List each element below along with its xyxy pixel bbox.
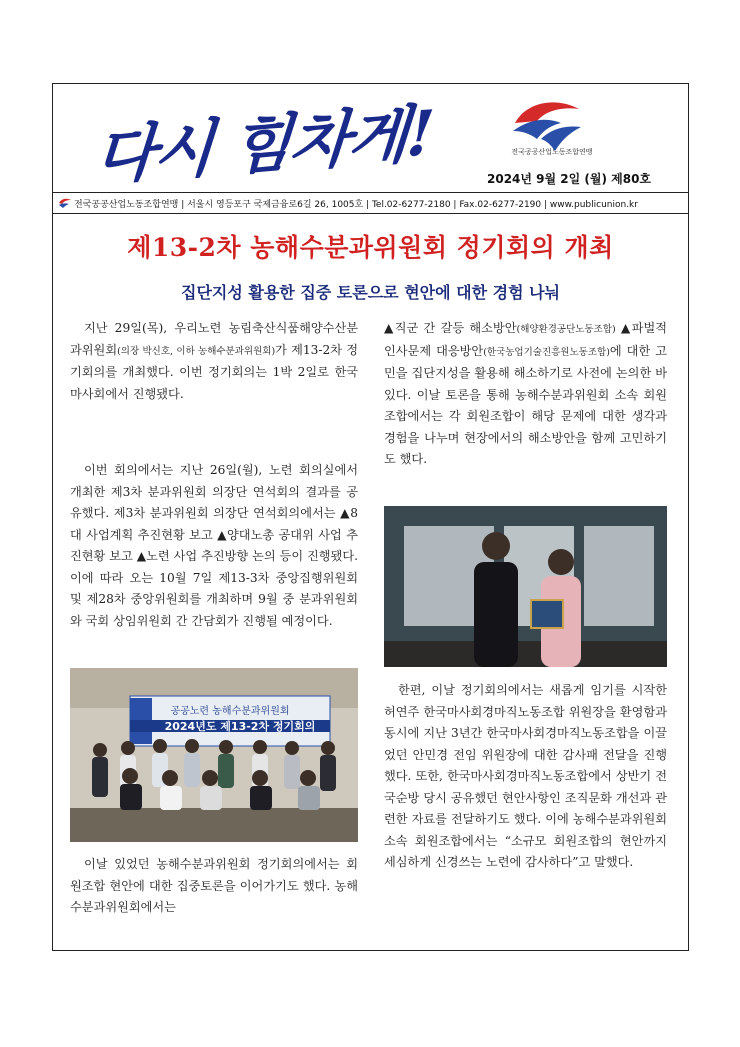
masthead: [52, 83, 689, 191]
paragraph-5: 한편, 이날 정기회의에서는 새롭게 임기를 시작한 허연주 한국마사회경마직노동조합 위원장을 환영함과 동시에 지난 3년간 한국마사회경마직노동조합을 이끌었던 안민경 전임 위원장에 대한 감사패 전달을 진행했다. 또한, 한국마사회경마직노동조합에서 상반기 전국순방 당시 공유했던 현안사항인 조직문화 개선과 관련한 자료를 전달하기도 했다. 이에 농해수분과위원회 소속 회원조합에서는 “소규모 회원조합의 현안까지 세심하게 신경쓰는 노련에 감사하다”고 말했다.: [384, 683, 667, 869]
article-subheadline: 집단지성 활용한 집중 토론으로 현안에 대한 경험 나눠: [180, 283, 561, 302]
plaque-photo: [384, 506, 667, 667]
banner-line-1: 공공노련 농해수분과위원회: [170, 706, 290, 717]
paragraph-1: 지난 29일(목), 우리노련 농림축산식품해양수산분과위원회(의장 박신호, 이하 농해수분과위원회)가 제13-2차 정기회의를 개최했다. 이번 정기회의는 1박 2일로 한국마사회에서 진행됐다.: [70, 321, 358, 401]
newsletter-title: 다시 힘차게!: [92, 96, 435, 193]
info-bar: [52, 192, 689, 214]
federation-logo-icon: [507, 93, 587, 155]
group-photo: [70, 668, 358, 842]
paragraph-4: ▲직군 간 갈등 해소방안(해양환경공단노동조합) ▲파벌적 인사문제 대응방안(한국농업기술진흥원노동조합)에 대한 고민을 집단지성을 활용해 해소하기로 사전에 논의한 바 있다. 이날 토론을 통해 농해수분과위원회 소속 회원조합에서는 각 회원조합이 해당 문제에 대한 생각과 경험을 나누며 현장에서의 해소방안을 함께 고민하기도 했다.: [384, 321, 667, 466]
info-bar-text: 전국공공산업노동조합연맹 | 서울시 영등포구 국제금융로6길 26, 1005호 | Tel.02-6277-2180 | Fax.02-6277-2190 | www.publicunion.kr: [74, 199, 638, 210]
article-headline: 제13-2차 농해수분과위원회 정기회의 개최: [127, 233, 614, 262]
logo-org-name: 전국공공산업노동조합연맹: [511, 148, 593, 156]
paragraph-3: 이날 있었던 농해수분과위원회 정기회의에서는 회원조합 현안에 대한 집중토론을 이어가기도 했다. 농해수분과위원회에서는: [70, 857, 358, 914]
paragraph-2: 이번 회의에서는 지난 26일(월), 노련 회의실에서 개최한 제3차 분과위원회 의장단 연석회의 결과를 공유했다. 제3차 분과위원회 의장단 연석회의에서는 ▲8대 사업계획 추진현황 보고 ▲양대노총 공대위 사업 추진현황 보고 ▲노련 사업 추진방향 논의 등이 진행됐다. 이에 따라 오는 10월 7일 제13-3차 중앙집행위원회 및 제28차 중앙위원회를 개최하며 9월 중 분과위원회와 국회 상임위원회 간 간담회가 진행될 예정이다.: [70, 463, 358, 628]
banner-line-2: 2024년도 제13-2차 정기회의: [164, 720, 316, 733]
issue-date: 2024년 9월 2일 (월) 제80호: [487, 172, 652, 186]
mini-logo-icon: [58, 197, 72, 209]
